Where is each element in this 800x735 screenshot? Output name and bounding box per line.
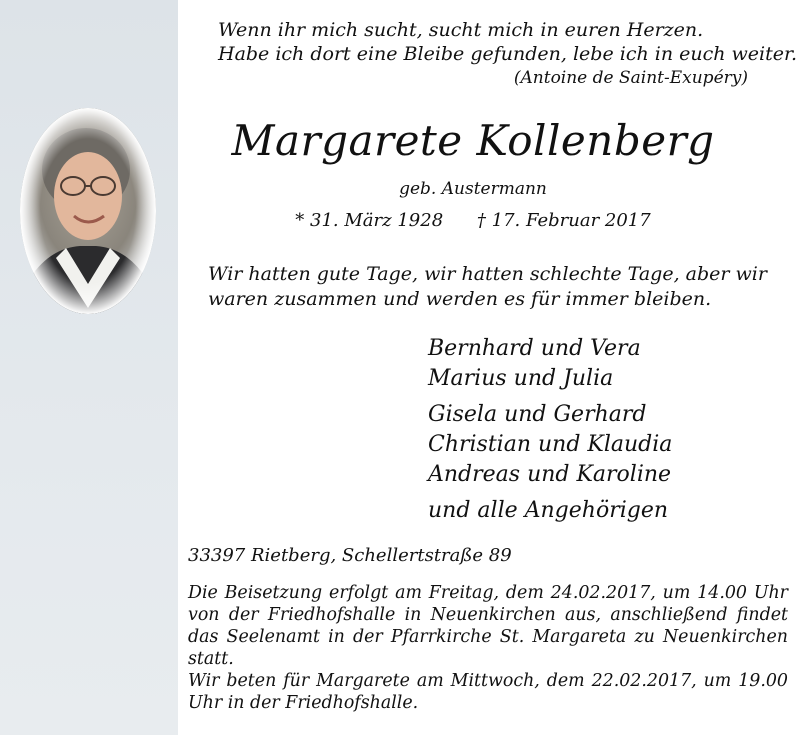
mourner-closing-group <box>428 496 788 526</box>
family-address: 33397 Rietberg, Schellertstraße 89 <box>188 545 512 566</box>
birth-date: * 31. März 1928 <box>295 210 444 231</box>
mourner-row: Christian und Klaudia <box>428 432 673 457</box>
quote-line-2: Habe ich dort eine Bleibe gefunden, lebe ich in euch weiter. <box>218 43 797 65</box>
mourner-row: Bernhard und Vera <box>428 336 641 361</box>
mourners-list <box>428 334 788 532</box>
motto-text: Wir hatten gute Tage, wir hatten schlechte Tage, aber wir waren zusammen und werden es für immer bleiben. <box>208 263 767 310</box>
prayer-details: Wir beten für Margarete am Mittwoch, dem 22.02.2017, um 19.00 Uhr in der Friedhofshalle. <box>188 671 788 713</box>
mourner-group-1 <box>428 334 788 394</box>
death-date: † 17. Februar 2017 <box>476 210 651 231</box>
life-dates <box>178 210 768 231</box>
sidebar-panel <box>0 0 178 735</box>
mourner-row: Gisela und Gerhard <box>428 402 647 427</box>
portrait-photo <box>20 108 156 314</box>
mourner-row: Marius und Julia <box>428 366 614 391</box>
funeral-notice <box>188 582 788 714</box>
funeral-details: Die Beisetzung erfolgt am Freitag, dem 24.02.2017, um 14.00 Uhr von der Friedhofshalle in Neuenkirchen aus, anschließend findet das Seelenamt in der Pfarrkirche St. Margareta zu Neuenkirchen statt. <box>188 583 788 669</box>
quote-author: (Antoine de Saint-Exupéry) <box>513 68 748 88</box>
portrait-illustration <box>20 108 156 314</box>
mourner-group-2 <box>428 400 788 490</box>
obituary-content <box>178 0 800 735</box>
maiden-name: geb. Austermann <box>399 179 547 199</box>
mourner-row: Andreas und Karoline <box>428 462 672 487</box>
deceased-name: Margarete Kollenberg <box>231 116 715 165</box>
mourner-closing: und alle Angehörigen <box>428 498 669 523</box>
quote-line-1: Wenn ihr mich sucht, sucht mich in euren Herzen. <box>218 19 704 41</box>
memorial-quote <box>218 18 797 90</box>
